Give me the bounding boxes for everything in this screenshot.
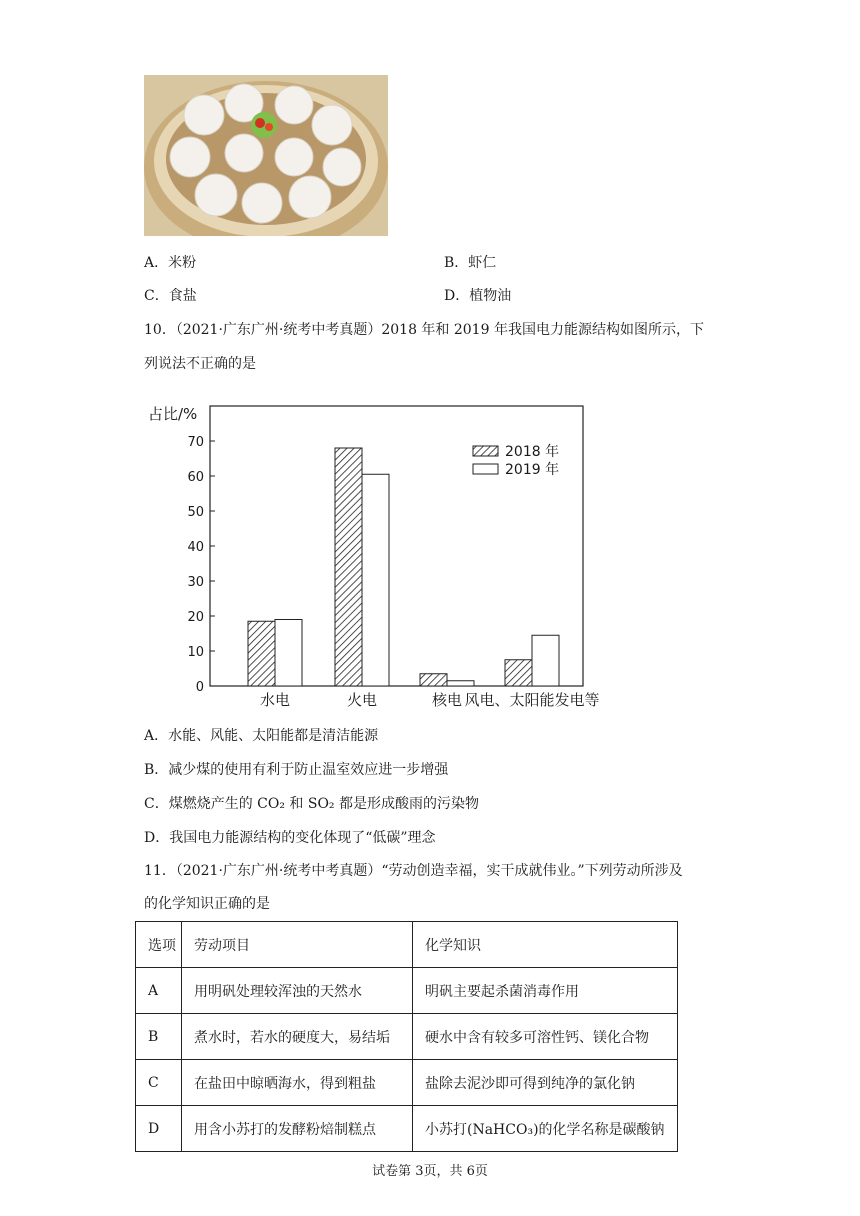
- table-row: [136, 1060, 678, 1106]
- row-option: C: [136, 1060, 182, 1106]
- x-category-label: 核电: [431, 691, 463, 709]
- bar-series2-1: [362, 474, 389, 686]
- steamer-dumplings-image: [144, 75, 388, 236]
- q11-stem-line1: 11．（2021·广东广州·统考中考真题）“劳动创造幸福，实干成就伟业。”下列劳动所涉及: [144, 863, 683, 879]
- q10-option-d: D．我国电力能源结构的变化体现了“低碳”理念: [144, 830, 436, 846]
- power-structure-chart: [140, 400, 640, 712]
- q9-option-d: D．植物油: [444, 288, 512, 304]
- page-footer: 试卷第 3页，共 6页: [372, 1164, 488, 1179]
- y-tick-label: 50: [187, 505, 204, 520]
- q9-option-a: A．米粉: [144, 255, 197, 271]
- bar-series1-3: [505, 660, 532, 686]
- row-labor-item: 煮水时，若水的硬度大，易结垢: [182, 1014, 413, 1060]
- legend-label-2: 2019 年: [505, 462, 560, 478]
- y-tick-label: 70: [187, 435, 204, 450]
- row-labor-item: 在盐田中晾晒海水，得到粗盐: [182, 1060, 413, 1106]
- row-labor-item: 用含小苏打的发酵粉焙制糕点: [182, 1106, 413, 1152]
- q9-option-b: B．虾仁: [444, 255, 497, 271]
- x-category-label: 风电、太阳能发电等: [464, 691, 600, 709]
- row-option: B: [136, 1014, 182, 1060]
- row-chem-knowledge: 明矾主要起杀菌消毒作用: [413, 968, 678, 1014]
- row-chem-knowledge: 硬水中含有较多可溶性钙、镁化合物: [413, 1014, 678, 1060]
- q10-stem-line2: 列说法不正确的是: [144, 356, 256, 372]
- legend-swatch-1: [473, 446, 498, 456]
- legend-label-1: 2018 年: [505, 444, 560, 460]
- q9-option-c: C．食盐: [144, 288, 197, 304]
- food-photo: [144, 75, 388, 236]
- row-chem-knowledge: 小苏打(NaHCO₃)的化学名称是碳酸钠: [413, 1106, 678, 1152]
- y-tick-label: 60: [187, 470, 204, 485]
- x-category-label: 火电: [346, 691, 378, 709]
- q10-stem-line1: 10．（2021·广东广州·统考中考真题）2018 年和 2019 年我国电力能源结构如图所示，下: [144, 322, 704, 338]
- y-tick-label: 40: [187, 540, 204, 555]
- table-header-row: [136, 922, 678, 968]
- header-labor-item: 劳动项目: [182, 922, 413, 968]
- row-chem-knowledge: 盐除去泥沙即可得到纯净的氯化钠: [413, 1060, 678, 1106]
- q10-option-b: B．减少煤的使用有利于防止温室效应进一步增强: [144, 762, 449, 778]
- header-chem-knowledge: 化学知识: [413, 922, 678, 968]
- bar-chart-svg: [140, 400, 640, 712]
- y-tick-label: 30: [187, 575, 204, 590]
- row-option: A: [136, 968, 182, 1014]
- bar-series1-1: [335, 448, 362, 686]
- legend-swatch-2: [473, 464, 498, 474]
- bar-series2-3: [532, 635, 559, 686]
- q11-table: [135, 921, 678, 1152]
- q10-option-c: C．煤燃烧产生的 CO₂ 和 SO₂ 都是形成酸雨的污染物: [144, 796, 479, 812]
- bar-series1-0: [248, 621, 275, 686]
- x-category-label: 水电: [259, 691, 291, 709]
- y-tick-label: 10: [187, 645, 204, 660]
- bar-series2-0: [275, 620, 302, 687]
- table-row: [136, 1106, 678, 1152]
- header-option: 选项: [136, 922, 182, 968]
- q10-option-a: A．水能、风能、太阳能都是清洁能源: [144, 728, 379, 744]
- y-tick-label: 0: [195, 680, 204, 695]
- q11-stem-line2: 的化学知识正确的是: [144, 896, 270, 912]
- table-row: [136, 968, 678, 1014]
- y-tick-label: 20: [187, 610, 204, 625]
- row-labor-item: 用明矾处理较浑浊的天然水: [182, 968, 413, 1014]
- row-option: D: [136, 1106, 182, 1152]
- table-row: [136, 1014, 678, 1060]
- bar-series1-2: [420, 674, 447, 686]
- y-axis-label: 占比/%: [148, 405, 198, 423]
- bar-series2-2: [447, 681, 474, 686]
